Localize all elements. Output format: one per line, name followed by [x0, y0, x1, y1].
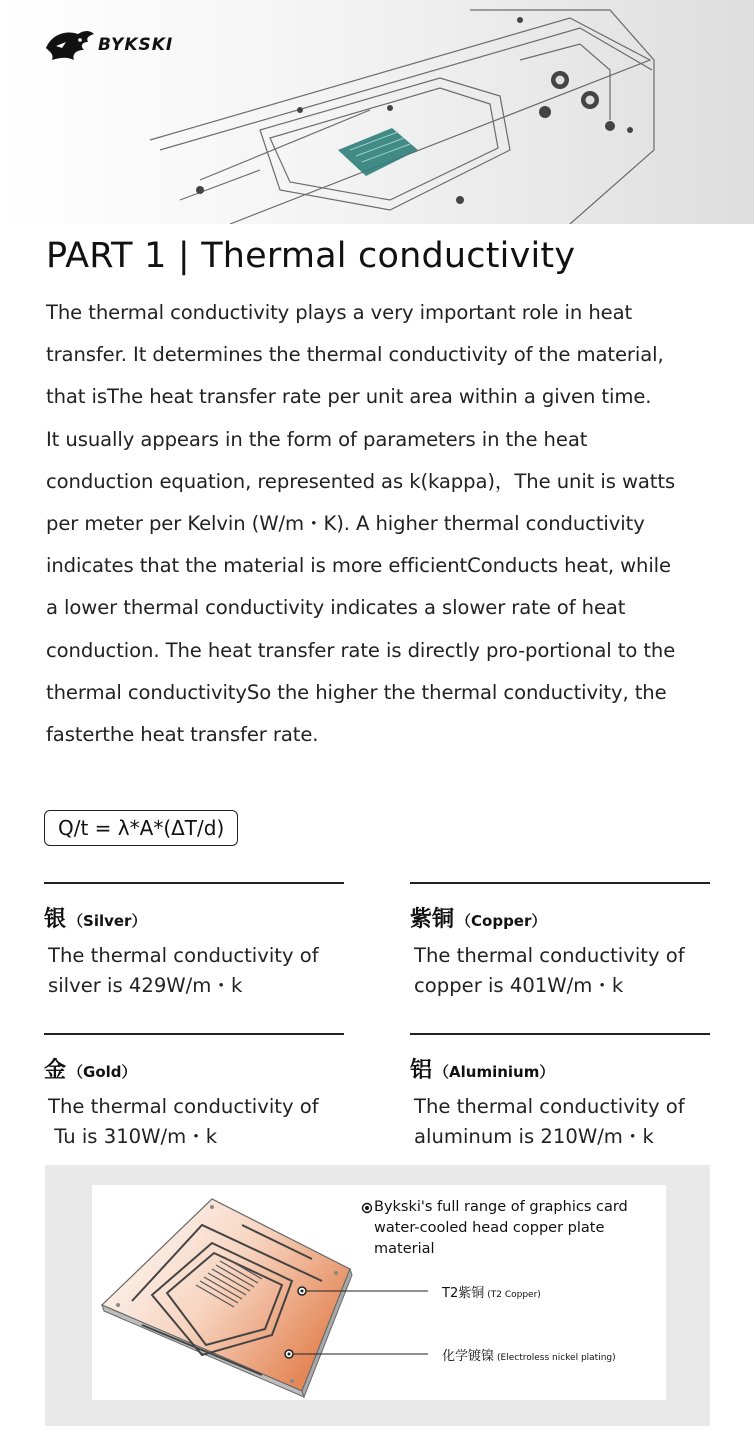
- formula-box: Q/t = λ*A*(ΔT/d): [44, 810, 238, 846]
- callout-nickel-plating: [442, 1345, 616, 1364]
- body-line: fasterthe heat transfer rate.: [46, 723, 319, 747]
- section-body: [46, 292, 716, 756]
- metal-name-en: （Silver）: [68, 912, 147, 930]
- copper-plate-panel: [45, 1165, 710, 1426]
- body-line: a lower thermal conductivity indicates a slower rate of heat: [46, 596, 626, 620]
- metal-name-cn: 银: [44, 907, 67, 932]
- callout-label-en: (Electroless nickel plating): [497, 1353, 616, 1363]
- plate-caption-line1: Bykski's full range of graphics card: [374, 1199, 628, 1215]
- metal-desc-line: The thermal conductivity of: [48, 944, 319, 967]
- water-block-illustration: [140, 0, 754, 224]
- metal-name-en: （Aluminium）: [434, 1063, 555, 1081]
- callout-label-cn: T2紫铜: [442, 1286, 485, 1301]
- metal-desc-line: copper is 401W/m・k: [414, 974, 624, 997]
- plate-caption: [362, 1197, 666, 1260]
- metal-desc-line: aluminum is 210W/m・k: [414, 1125, 654, 1148]
- metal-desc-line: The thermal conductivity of: [414, 944, 685, 967]
- body-line: It usually appears in the form of parameters in the heat: [46, 427, 588, 451]
- metal-card-silver: [44, 882, 344, 1001]
- body-line: transfer. It determines the thermal conductivity of the material,: [46, 343, 664, 367]
- body-line: indicates that the material is more efficientConducts heat, while: [46, 554, 671, 578]
- plate-caption-line2: water-cooled head copper plate material: [374, 1220, 605, 1257]
- metal-desc-line: The thermal conductivity of: [414, 1095, 685, 1118]
- metal-name-en: （Gold）: [68, 1063, 137, 1081]
- copper-plate-figure: [92, 1185, 666, 1400]
- metal-name-en: （Copper）: [456, 912, 547, 930]
- callout-label-cn: 化学镀镍: [442, 1349, 495, 1364]
- body-line: per meter per Kelvin (W/m・K). A higher thermal conductivity: [46, 512, 645, 536]
- callout-t2-copper: [442, 1282, 541, 1301]
- metal-card-aluminium: [410, 1033, 710, 1152]
- body-line: The thermal conductivity plays a very important role in heat: [46, 301, 633, 324]
- metal-card-gold: [44, 1033, 344, 1152]
- metal-desc-line: Tu is 310W/m・k: [48, 1125, 218, 1148]
- body-line: thermal conductivitySo the higher the thermal conductivity, the: [46, 680, 667, 704]
- callout-label-en: (T2 Copper): [487, 1290, 541, 1300]
- logo-text: BYKSKI: [98, 35, 174, 55]
- metal-desc-line: silver is 429W/m・k: [48, 974, 243, 997]
- body-line: that isThe heat transfer rate per unit area within a given time.: [46, 385, 652, 409]
- metal-card-copper: [410, 882, 710, 1001]
- metal-name-cn: 金: [44, 1058, 67, 1083]
- hero-banner: [0, 0, 754, 224]
- metal-name-cn: 铝: [410, 1058, 433, 1083]
- section-title: PART 1 | Thermal conductivity: [46, 236, 576, 276]
- body-line: conduction. The heat transfer rate is directly pro-portional to the: [46, 638, 676, 662]
- dragon-logo-icon: [44, 28, 96, 62]
- body-line: conduction equation, represented as k(kappa)，The unit is watts: [46, 469, 676, 493]
- metal-desc-line: The thermal conductivity of: [48, 1095, 319, 1118]
- metal-name-cn: 紫铜: [410, 907, 455, 932]
